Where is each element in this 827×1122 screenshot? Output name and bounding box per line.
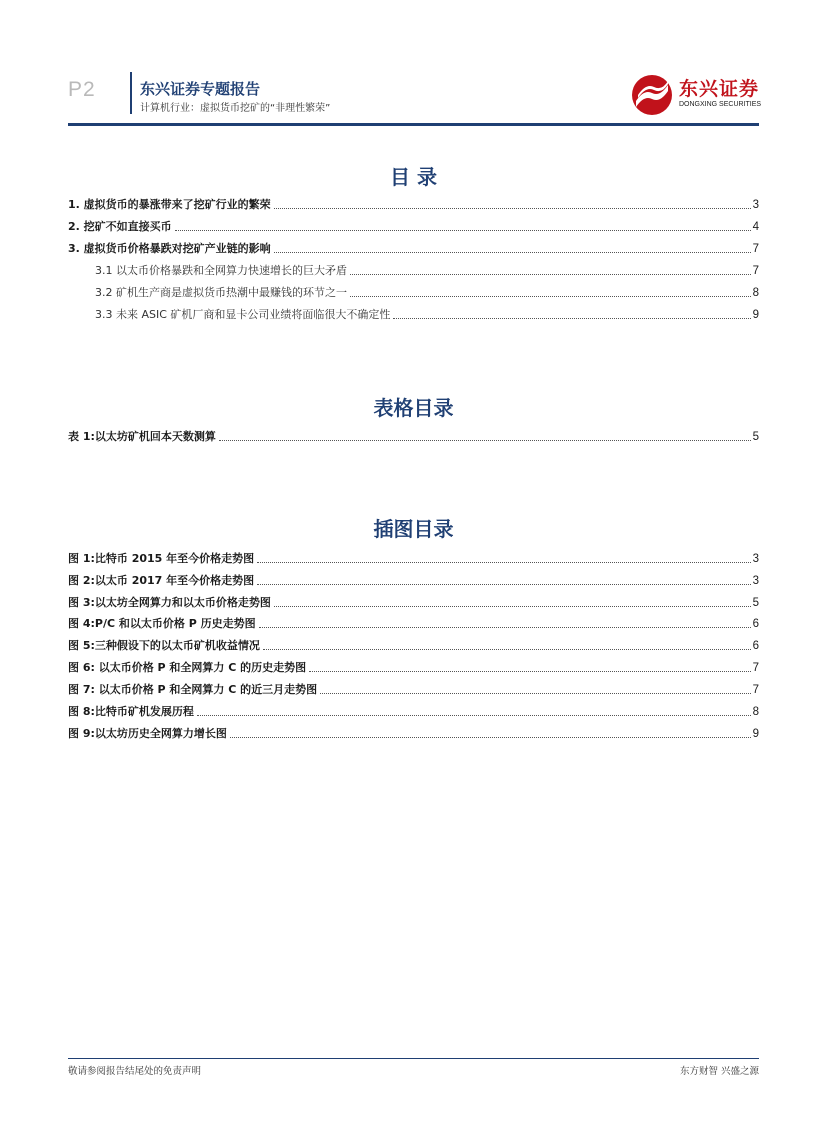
- footer-rule: [68, 1058, 759, 1059]
- toc-entry[interactable]: [68, 240, 759, 256]
- figure-entry-label: 图 7: 以太币价格 P 和全网算力 C 的近三月走势图: [68, 683, 318, 696]
- leader-dots: [175, 230, 751, 231]
- report-series-title: 东兴证券专题报告: [140, 80, 261, 98]
- toc-entry-page: 3: [752, 199, 759, 211]
- figure-entry[interactable]: [68, 637, 759, 653]
- header-rule: [68, 123, 759, 126]
- toc-subentry[interactable]: [95, 262, 759, 278]
- leader-dots: [257, 584, 750, 585]
- figure-entry-label: 图 5:三种假设下的以太币矿机收益情况: [68, 639, 260, 652]
- footer-disclaimer: 敬请参阅报告结尾处的免责声明: [68, 1066, 202, 1077]
- figure-entry[interactable]: [68, 594, 759, 610]
- leader-dots: [257, 562, 750, 563]
- tables-toc-title: 表格目录: [373, 396, 454, 420]
- figure-entry-label: 图 4:P/C 和以太币价格 P 历史走势图: [68, 617, 256, 630]
- company-logo: [630, 73, 760, 117]
- figure-entry-page: 7: [752, 662, 759, 674]
- leader-dots: [219, 440, 751, 441]
- leader-dots: [393, 318, 750, 319]
- figure-entry-label: 图 1:比特币 2015 年至今价格走势图: [68, 552, 255, 565]
- toc-entry-label: 3.1 以太币价格暴跌和全网算力快速增长的巨大矛盾: [95, 264, 347, 277]
- figure-entry[interactable]: [68, 703, 759, 719]
- toc-entry-label: 3.2 矿机生产商是虚拟货币热潮中最赚钱的环节之一: [95, 286, 347, 299]
- figure-entry-page: 6: [752, 640, 759, 652]
- leader-dots: [197, 715, 751, 716]
- figure-entry-label: 图 8:比特币矿机发展历程: [68, 705, 194, 718]
- figure-entry[interactable]: [68, 615, 759, 631]
- leader-dots: [230, 737, 751, 738]
- figure-entry[interactable]: [68, 725, 759, 741]
- figure-entry[interactable]: [68, 572, 759, 588]
- table-entry-label: 表 1:以太坊矿机回本天数测算: [68, 430, 216, 443]
- figure-entry-label: 图 3:以太坊全网算力和以太币价格走势图: [68, 596, 271, 609]
- toc-subentry[interactable]: [95, 306, 759, 322]
- leader-dots: [320, 693, 750, 694]
- report-subtitle: 计算机行业：虚拟货币挖矿的“非理性繁荣”: [140, 103, 331, 114]
- footer-slogan: 东方财智 兴盛之源: [679, 1066, 759, 1077]
- logo-emblem-icon: [630, 73, 674, 117]
- page-number: P2: [68, 78, 96, 101]
- logo-text-chinese: 东兴证券: [679, 78, 760, 100]
- leader-dots: [274, 208, 751, 209]
- figure-entry-page: 3: [752, 575, 759, 587]
- leader-dots: [274, 252, 751, 253]
- toc-entry-page: 7: [752, 243, 759, 255]
- figure-entry-label: 图 6: 以太币价格 P 和全网算力 C 的历史走势图: [68, 661, 307, 674]
- figure-entry-page: 8: [752, 706, 759, 718]
- leader-dots: [274, 606, 751, 607]
- figure-entry-page: 9: [752, 728, 759, 740]
- toc-entry-label: 2. 挖矿不如直接买币: [68, 220, 172, 233]
- figure-entry-page: 5: [752, 597, 759, 609]
- figure-entry[interactable]: [68, 550, 759, 566]
- toc-subentry[interactable]: [95, 284, 759, 300]
- table-entry-page: 5: [752, 431, 759, 443]
- leader-dots: [350, 274, 751, 275]
- toc-entry-page: 9: [752, 309, 759, 321]
- figures-toc-title: 插图目录: [373, 517, 454, 541]
- leader-dots: [309, 671, 750, 672]
- toc-entry-label: 3.3 未来 ASIC 矿机厂商和显卡公司业绩将面临很大不确定性: [95, 308, 391, 321]
- figure-entry[interactable]: [68, 681, 759, 697]
- toc-entry[interactable]: [68, 196, 759, 212]
- toc-entry-page: 4: [752, 221, 759, 233]
- leader-dots: [263, 649, 751, 650]
- leader-dots: [259, 627, 751, 628]
- table-entry[interactable]: [68, 428, 759, 444]
- figure-entry-page: 7: [752, 684, 759, 696]
- toc-entry-label: 1. 虚拟货币的暴涨带来了挖矿行业的繁荣: [68, 198, 271, 211]
- toc-entry-label: 3. 虚拟货币价格暴跌对挖矿产业链的影响: [68, 242, 271, 255]
- toc-title: 目 录: [390, 165, 437, 189]
- toc-entry-page: 8: [752, 287, 759, 299]
- figure-entry-page: 6: [752, 618, 759, 630]
- toc-entry-page: 7: [752, 265, 759, 277]
- toc-entry[interactable]: [68, 218, 759, 234]
- leader-dots: [350, 296, 751, 297]
- figure-entry-page: 3: [752, 553, 759, 565]
- header-divider: [130, 72, 132, 114]
- logo-text-english: DONGXING SECURITIES: [679, 101, 762, 108]
- figure-entry-label: 图 2:以太币 2017 年至今价格走势图: [68, 574, 255, 587]
- figure-entry-label: 图 9:以太坊历史全网算力增长图: [68, 727, 227, 740]
- figure-entry[interactable]: [68, 659, 759, 675]
